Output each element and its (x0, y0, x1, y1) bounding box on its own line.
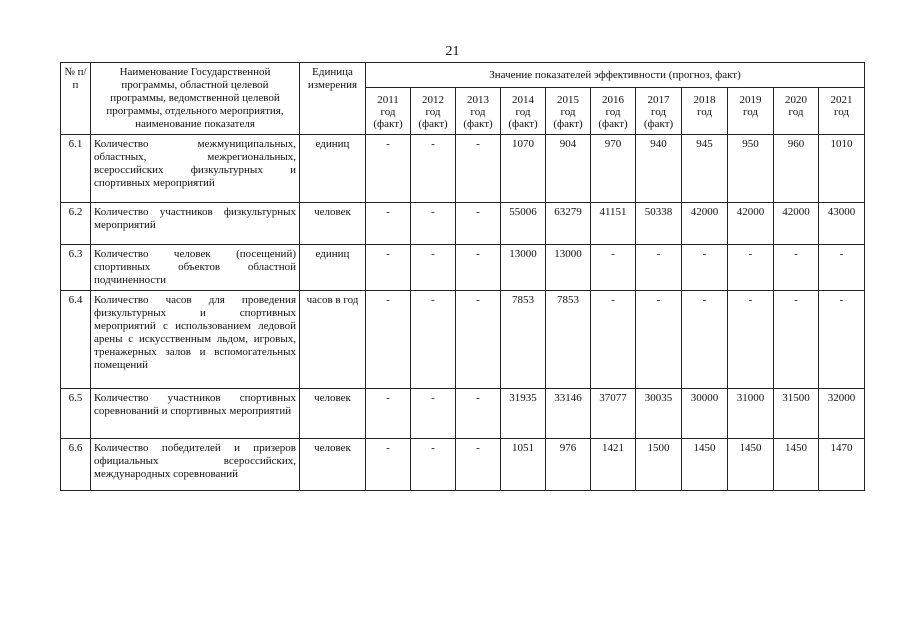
row-value: - (728, 291, 774, 389)
header-num: № п/п (61, 63, 91, 135)
row-num: 6.5 (61, 389, 91, 439)
table-row (61, 203, 865, 245)
header-year (546, 88, 591, 135)
header-year-note: (факт) (643, 118, 674, 130)
row-name: Количество победителей и призеров официальных всероссийских, международных соревнований (91, 439, 300, 491)
row-num: 6.1 (61, 135, 91, 203)
row-value: - (682, 245, 728, 291)
header-year-year: 2016 (602, 94, 624, 106)
table-row (61, 439, 865, 491)
header-year (501, 88, 546, 135)
header-name: Наименование Государственной программы, областной целевой программы, ведомственной целевой программы, отдельного мероприятия, наименование показателя (91, 63, 300, 135)
row-value: 1500 (636, 439, 682, 491)
row-unit: человек (300, 389, 366, 439)
row-value: 904 (546, 135, 591, 203)
row-value: 42000 (728, 203, 774, 245)
row-value: 950 (728, 135, 774, 203)
row-value: 55006 (501, 203, 546, 245)
header-year-word: год (788, 106, 804, 118)
row-value: 1450 (728, 439, 774, 491)
row-name: Количество человек (посещений) спортивных объектов областной подчиненности (91, 245, 300, 291)
header-year-year: 2018 (693, 94, 716, 106)
row-value: - (774, 291, 819, 389)
header-year-note: (факт) (373, 118, 403, 130)
header-year (774, 88, 819, 135)
row-value: 7853 (501, 291, 546, 389)
header-year (636, 88, 682, 135)
header-year-year: 2013 (467, 94, 489, 106)
row-value: 32000 (819, 389, 865, 439)
row-num: 6.3 (61, 245, 91, 291)
header-year-note: (факт) (553, 118, 583, 130)
row-value: - (411, 203, 456, 245)
row-value: - (456, 389, 501, 439)
row-value: - (366, 389, 411, 439)
row-num: 6.2 (61, 203, 91, 245)
row-value: 50338 (636, 203, 682, 245)
row-unit: часов в год (300, 291, 366, 389)
header-year (728, 88, 774, 135)
row-value: 1010 (819, 135, 865, 203)
row-value: - (456, 439, 501, 491)
row-value: - (411, 439, 456, 491)
table-row (61, 389, 865, 439)
table-row (61, 135, 865, 203)
header-year-note: (факт) (508, 118, 538, 130)
header-year-word: год (650, 106, 667, 118)
row-value: 7853 (546, 291, 591, 389)
row-value: 13000 (546, 245, 591, 291)
row-num: 6.4 (61, 291, 91, 389)
row-value: 1470 (819, 439, 865, 491)
header-year (366, 88, 411, 135)
row-value: 31935 (501, 389, 546, 439)
row-value: 976 (546, 439, 591, 491)
row-value: - (411, 389, 456, 439)
row-value: - (456, 245, 501, 291)
row-value: - (366, 291, 411, 389)
header-year-year: 2017 (647, 94, 670, 106)
row-unit: человек (300, 203, 366, 245)
header-year-year: 2011 (377, 94, 399, 106)
header-values-title: Значение показателей эффективности (прогноз, факт) (366, 63, 865, 88)
row-value: 31500 (774, 389, 819, 439)
header-year-year: 2020 (785, 94, 807, 106)
row-value: - (591, 291, 636, 389)
header-year-word: год (560, 106, 576, 118)
header-year-note: (факт) (598, 118, 628, 130)
row-value: - (819, 245, 865, 291)
header-year-note: (факт) (418, 118, 448, 130)
table-body (61, 135, 865, 491)
row-value: 43000 (819, 203, 865, 245)
row-value: - (456, 291, 501, 389)
row-value: - (819, 291, 865, 389)
row-value: 945 (682, 135, 728, 203)
row-value: 970 (591, 135, 636, 203)
header-year-word: год (380, 106, 396, 118)
header-year-year: 2012 (422, 94, 444, 106)
header-year-year: 2021 (830, 94, 853, 106)
row-value: 41151 (591, 203, 636, 245)
row-value: 1070 (501, 135, 546, 203)
row-value: 1051 (501, 439, 546, 491)
header-year-word: год (515, 106, 531, 118)
row-value: - (636, 245, 682, 291)
row-value: 960 (774, 135, 819, 203)
row-value: - (774, 245, 819, 291)
header-year (682, 88, 728, 135)
indicators-table (60, 62, 865, 491)
header-year-word: год (470, 106, 486, 118)
row-value: 63279 (546, 203, 591, 245)
row-name: Количество участников спортивных соревнований и спортивных мероприятий (91, 389, 300, 439)
row-name: Количество часов для проведения физкультурных и спортивных мероприятий с использованием ледовой арены с искусственным льдом, игровых, тренажерных залов и вспомогательных помещений (91, 291, 300, 389)
row-value: 1421 (591, 439, 636, 491)
table-row (61, 291, 865, 389)
row-value: - (411, 245, 456, 291)
header-year-word: год (425, 106, 441, 118)
row-name: Количество участников физкультурных мероприятий (91, 203, 300, 245)
header-year-word: год (605, 106, 621, 118)
table-header (61, 63, 865, 135)
row-value: 30000 (682, 389, 728, 439)
row-value: 1450 (774, 439, 819, 491)
row-value: 30035 (636, 389, 682, 439)
row-value: 37077 (591, 389, 636, 439)
row-value: 33146 (546, 389, 591, 439)
row-value: 31000 (728, 389, 774, 439)
row-name: Количество межмуниципальных, областных, межрегиональных, всероссийских физкультурных и спортивных мероприятий (91, 135, 300, 203)
header-year (591, 88, 636, 135)
header-year-year: 2015 (557, 94, 579, 106)
row-value: - (682, 291, 728, 389)
row-unit: человек (300, 439, 366, 491)
row-value: - (411, 135, 456, 203)
row-unit: единиц (300, 245, 366, 291)
row-num: 6.6 (61, 439, 91, 491)
row-value: - (366, 245, 411, 291)
row-value: - (366, 203, 411, 245)
row-value: - (456, 135, 501, 203)
row-value: - (366, 135, 411, 203)
row-value: - (728, 245, 774, 291)
header-year (819, 88, 865, 135)
header-year-year: 2019 (739, 94, 762, 106)
header-unit: Единица измерения (300, 63, 366, 135)
row-value: 42000 (774, 203, 819, 245)
table-row (61, 245, 865, 291)
row-value: 940 (636, 135, 682, 203)
row-unit: единиц (300, 135, 366, 203)
header-year-word: год (742, 106, 759, 118)
row-value: - (591, 245, 636, 291)
row-value: 42000 (682, 203, 728, 245)
row-value: - (366, 439, 411, 491)
header-year-year: 2014 (512, 94, 534, 106)
header-year-word: год (696, 106, 713, 118)
header-year-note: (факт) (463, 118, 493, 130)
row-value: 1450 (682, 439, 728, 491)
row-value: - (636, 291, 682, 389)
row-value: - (411, 291, 456, 389)
page-number: 21 (445, 44, 460, 59)
header-year-word: год (834, 106, 850, 118)
row-value: - (456, 203, 501, 245)
header-year (456, 88, 501, 135)
header-year (411, 88, 456, 135)
row-value: 13000 (501, 245, 546, 291)
